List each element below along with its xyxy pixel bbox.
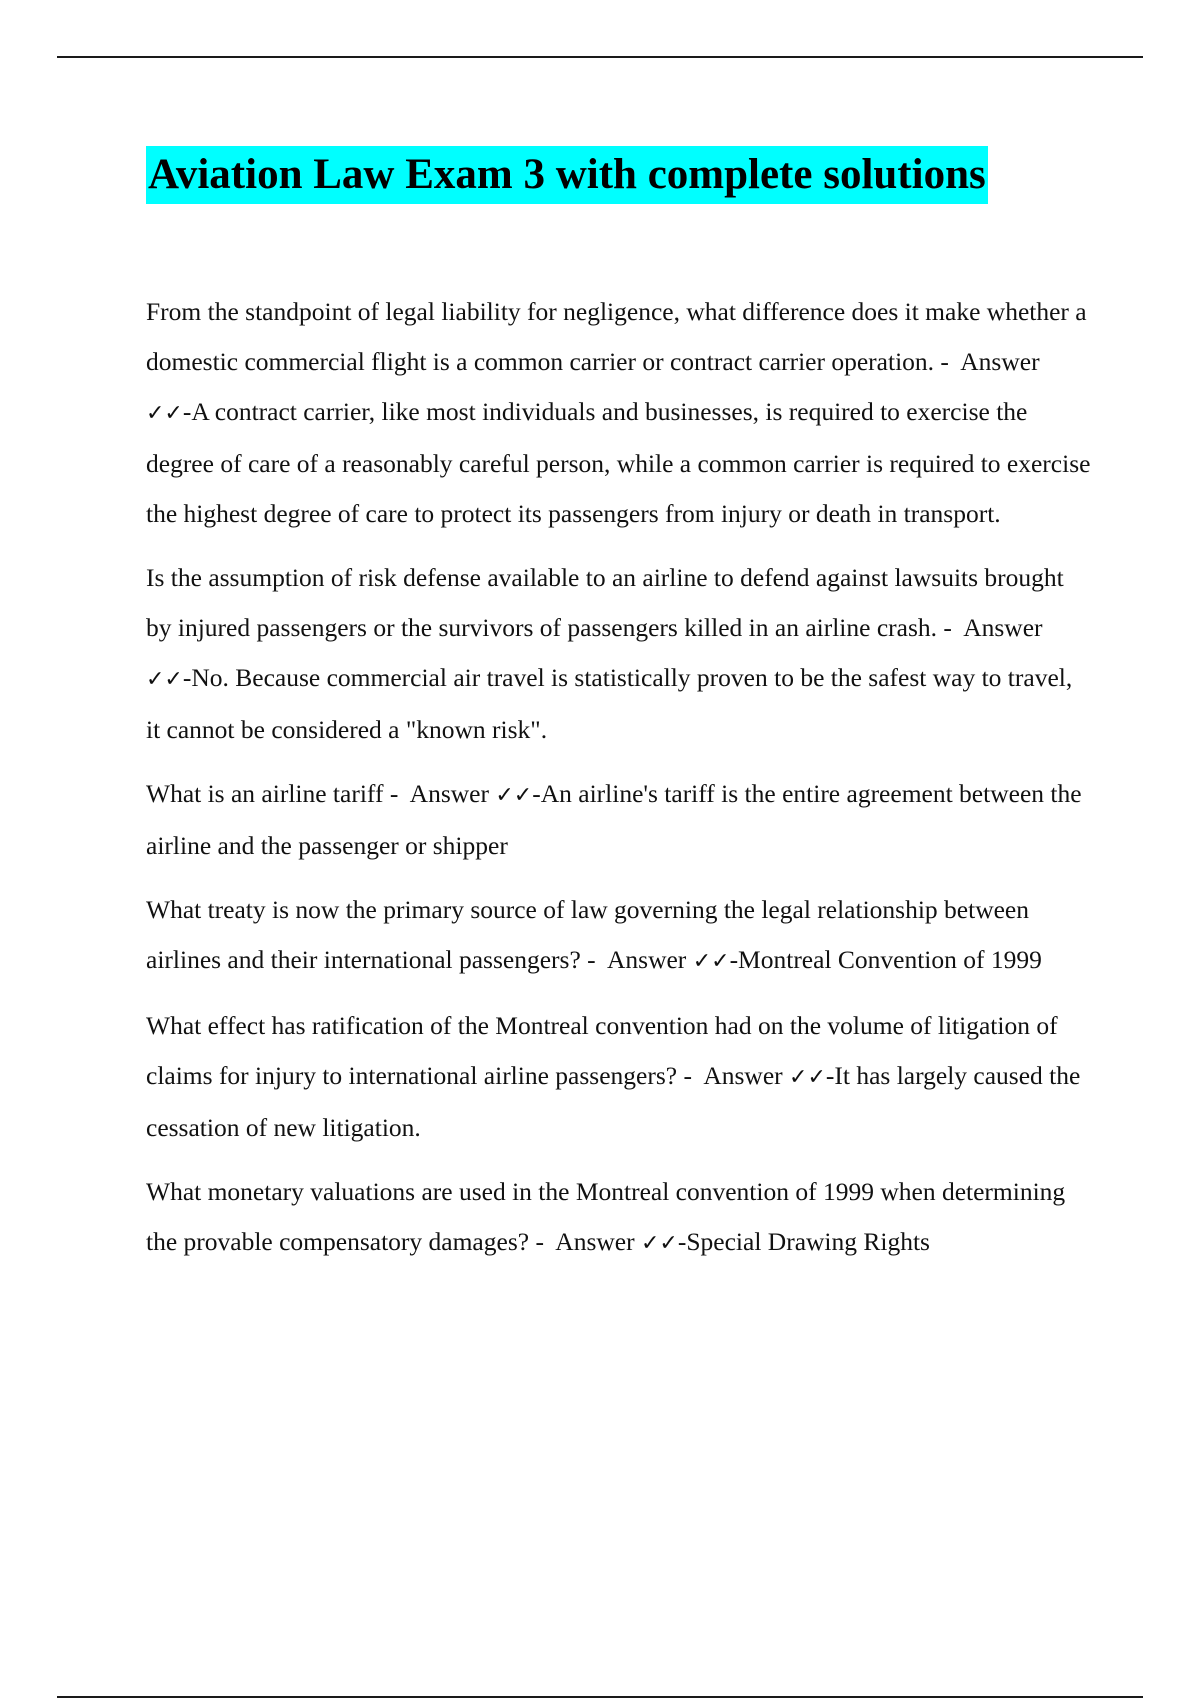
answer-label: Answer [606, 945, 687, 974]
question-text: From the standpoint of legal liability for negligence, what difference does it make whether a domestic commercial flight is a common carrier or contract carrier operation. [146, 297, 1087, 376]
answer-label: Answer [703, 1061, 783, 1090]
document-title: Aviation Law Exam 3 with complete solutions [146, 146, 988, 204]
qa-item: What effect has ratification of the Montreal convention had on the volume of litigation of claims for injury to international airline passengers? - Answer ✓✓-It has largely caused the cessation of new litigation. [146, 1011, 1081, 1142]
answer-label: Answer [409, 779, 489, 808]
qa-list [146, 287, 1091, 1283]
question-text: What monetary valuations are used in the Montreal convention of 1999 when determining the provable compensatory damages? [146, 1177, 1066, 1256]
bottom-rule [57, 1696, 1143, 1698]
answer-text: -It has largely caused the cessation of new litigation. [146, 1061, 1081, 1142]
answer-text: -No. Because commercial air travel is statistically proven to be the safest way to travel, it cannot be considered a "known risk". [146, 663, 1073, 744]
double-check-icon: ✓✓ [789, 1065, 826, 1090]
qa-item: What treaty is now the primary source of law governing the legal relationship between airlines and their international passengers? - Answer ✓✓-Montreal Convention of 1999 [146, 895, 1042, 974]
double-check-icon: ✓✓ [146, 401, 183, 426]
question-text: Is the assumption of risk defense available to an airline to defend against lawsuits brought by injured passengers or the survivors of passengers killed in an airline crash. [146, 563, 1064, 642]
answer-text: -Montreal Convention of 1999 [729, 945, 1042, 974]
double-check-icon: ✓✓ [640, 1231, 678, 1256]
question-text: What effect has ratification of the Montreal convention had on the volume of litigation of claims for injury to international airline passengers? [146, 1011, 1058, 1090]
qa-item: From the standpoint of legal liability for negligence, what difference does it make whether a domestic commercial flight is a common carrier or contract carrier operation. - Answer ✓✓-A contract carrier, like most individuals and businesses, is required to exercise the degree of care of a reasonably careful person, while a common carrier is required to exercise the highest degree of care to protect its passengers from injury or death in transport. [146, 297, 1091, 528]
answer-label: Answer [960, 347, 1040, 376]
double-check-icon: ✓✓ [692, 949, 730, 974]
title-block [146, 146, 988, 204]
qa-item: What monetary valuations are used in the Montreal convention of 1999 when determining the provable compensatory damages? - Answer ✓✓-Special Drawing Rights [146, 1177, 1066, 1256]
top-rule [57, 56, 1143, 58]
qa-item: What is an airline tariff - Answer ✓✓-An airline's tariff is the entire agreement between the airline and the passenger or shipper [146, 779, 1082, 860]
double-check-icon: ✓✓ [495, 783, 533, 808]
answer-text: -An airline's tariff is the entire agreement between the airline and the passenger or shipper [146, 779, 1082, 860]
double-check-icon: ✓✓ [146, 667, 183, 692]
answer-label: Answer [963, 613, 1043, 642]
question-text: What is an airline tariff [146, 779, 384, 808]
answer-label: Answer [555, 1227, 635, 1256]
answer-text: -Special Drawing Rights [677, 1227, 930, 1256]
answer-text: -A contract carrier, like most individuals and businesses, is required to exercise the degree of care of a reasonably careful person, while a common carrier is required to exercise the highest degree of care to protect its passengers from injury or death in transport. [146, 397, 1091, 528]
question-text: What treaty is now the primary source of law governing the legal relationship between airlines and their international passengers? [146, 895, 1029, 974]
qa-item: Is the assumption of risk defense available to an airline to defend against lawsuits brought by injured passengers or the survivors of passengers killed in an airline crash. - Answer ✓✓-No. Because commercial air travel is statistically proven to be the safest way to travel, it cannot be considered a "known risk". [146, 563, 1073, 744]
